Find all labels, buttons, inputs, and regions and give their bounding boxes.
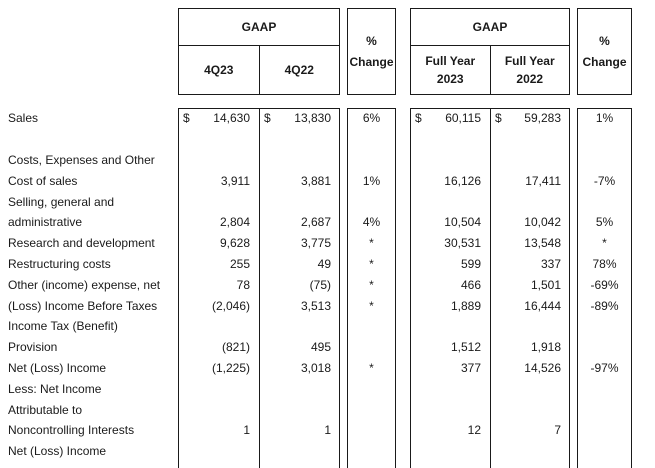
cell-4q22: 3,018 — [300, 360, 331, 375]
row-label: Other (income) expense, net — [8, 277, 161, 292]
gaap-fullyear-title: GAAP — [411, 9, 569, 46]
row-label: (Loss) Income Before Taxes — [8, 298, 158, 313]
table-row — [0, 274, 655, 295]
cell-fy2022: 17,411 — [525, 173, 561, 188]
cell-pct-change-fullyear: -97% — [590, 360, 619, 375]
cell-pct-change-fullyear: 1% — [595, 111, 614, 126]
table-row — [0, 337, 655, 358]
currency-symbol: $ — [415, 111, 422, 126]
cell-4q23: (1,225) — [211, 360, 250, 375]
col-header-4q22: 4Q22 — [284, 63, 314, 77]
gaap-quarter-title: GAAP — [179, 9, 339, 46]
cell-pct-change-fullyear: 78% — [592, 256, 617, 271]
table-row — [0, 358, 655, 379]
table-row — [0, 316, 655, 337]
row-label: Attributable to — [8, 402, 83, 417]
cell-fy2023: 30,531 — [444, 236, 481, 251]
cell-pct-change-quarter: * — [369, 236, 374, 251]
row-label: Research and development — [8, 236, 155, 251]
change-label: Change — [349, 54, 394, 69]
cell-fy2023: 10,504 — [444, 215, 481, 230]
cell-pct-change-fullyear: * — [602, 236, 607, 251]
cell-fy2022: 10,042 — [524, 215, 561, 230]
table-row — [0, 441, 655, 462]
cell-pct-change-quarter: * — [369, 360, 374, 375]
gaap-fullyear-header-box — [410, 8, 570, 95]
table-row — [0, 108, 655, 129]
cell-fy2023: 466 — [460, 277, 481, 292]
cell-pct-change-fullyear: 5% — [595, 215, 614, 230]
cell-pct-change-fullyear: -7% — [593, 173, 616, 188]
row-label: Selling, general and — [8, 194, 115, 209]
cell-4q23: 1 — [243, 423, 250, 438]
cell-4q23: 9,628 — [219, 236, 250, 251]
cell-4q23: 14,630 — [213, 111, 250, 126]
cell-fy2023: 1,512 — [450, 340, 481, 355]
fullyear-label-2022: Full Year — [504, 54, 555, 68]
cell-4q23: 3,911 — [220, 173, 250, 188]
row-label: Net (Loss) Income — [8, 360, 107, 375]
col-header-4q23: 4Q23 — [179, 46, 260, 94]
table-row — [0, 191, 655, 212]
cell-4q22: (75) — [309, 277, 331, 292]
fullyear-label-2023: Full Year — [425, 54, 476, 68]
table-row — [0, 420, 655, 441]
cell-fy2022: 16,444 — [524, 298, 561, 313]
cell-pct-change-fullyear: -89% — [590, 298, 619, 313]
cell-4q22: 49 — [317, 256, 331, 271]
cell-fy2023: 1,889 — [450, 298, 481, 313]
cell-4q22: 3,513 — [300, 298, 331, 313]
row-label: Net (Loss) Income — [8, 444, 107, 459]
pct-change-quarter-header-box — [347, 8, 396, 95]
cell-4q23: (2,046) — [211, 298, 250, 313]
fullyear-column-headers — [411, 46, 569, 94]
cell-4q22: 3,881 — [300, 173, 331, 188]
pct-symbol: % — [366, 34, 377, 49]
cell-fy2022: 7 — [554, 423, 561, 438]
table-row — [0, 129, 655, 150]
col-header-fy2023 — [411, 46, 491, 94]
cell-pct-change-fullyear: -69% — [590, 277, 619, 292]
table-row — [0, 150, 655, 171]
row-label: Sales — [8, 111, 39, 126]
cell-4q23: 255 — [229, 256, 250, 271]
cell-fy2022: 13,548 — [524, 236, 561, 251]
table-row — [0, 212, 655, 233]
pct-symbol: % — [599, 34, 610, 49]
cell-fy2022: 1,501 — [530, 277, 561, 292]
cell-pct-change-quarter: * — [369, 256, 374, 271]
cell-pct-change-quarter: * — [369, 277, 374, 292]
row-label: Less: Net Income — [8, 381, 102, 396]
table-row — [0, 399, 655, 420]
col-header-fy2022 — [491, 46, 570, 94]
cell-pct-change-quarter: 1% — [362, 173, 381, 188]
cell-4q23: 2,804 — [219, 215, 250, 230]
change-label: Change — [582, 54, 627, 69]
cell-fy2023: 599 — [460, 256, 481, 271]
year-2023: 2023 — [436, 72, 464, 86]
cell-fy2022: 14,526 — [524, 360, 561, 375]
cell-pct-change-quarter: * — [369, 298, 374, 313]
row-label: Restructuring costs — [8, 256, 111, 271]
table-row — [0, 295, 655, 316]
gaap-quarter-header-box — [178, 8, 340, 95]
table-row — [0, 170, 655, 191]
cell-fy2023: 12 — [467, 423, 481, 438]
cell-fy2023: 16,126 — [444, 173, 481, 188]
cell-4q23: (821) — [221, 340, 250, 355]
row-label: Costs, Expenses and Other — [8, 152, 155, 167]
row-label: Noncontrolling Interests — [8, 423, 135, 438]
cell-4q22: 13,830 — [294, 111, 331, 126]
table-row — [0, 378, 655, 399]
table-row — [0, 233, 655, 254]
quarter-column-headers — [179, 46, 339, 94]
row-label: administrative — [8, 215, 83, 230]
row-label: Provision — [8, 340, 58, 355]
cell-fy2022: 1,918 — [530, 340, 561, 355]
cell-4q22: 1 — [324, 423, 331, 438]
cell-fy2022: 337 — [540, 256, 561, 271]
cell-4q22: 2,687 — [300, 215, 331, 230]
cell-fy2022: 59,283 — [524, 111, 561, 126]
table-rows — [0, 108, 655, 462]
cell-4q22: 495 — [310, 340, 331, 355]
cell-pct-change-quarter: 6% — [362, 111, 381, 126]
currency-symbol: $ — [183, 111, 190, 126]
cell-4q23: 78 — [236, 277, 250, 292]
cell-4q22: 3,775 — [300, 236, 331, 251]
pct-change-fullyear-header-box — [577, 8, 632, 95]
currency-symbol: $ — [495, 111, 502, 126]
currency-symbol: $ — [264, 111, 271, 126]
cell-fy2023: 60,115 — [445, 111, 481, 126]
table-row — [0, 254, 655, 275]
cell-pct-change-quarter: 4% — [362, 215, 381, 230]
row-label: Cost of sales — [8, 173, 78, 188]
year-2022: 2022 — [516, 72, 544, 86]
row-label: Income Tax (Benefit) — [8, 319, 118, 334]
cell-fy2023: 377 — [460, 360, 481, 375]
